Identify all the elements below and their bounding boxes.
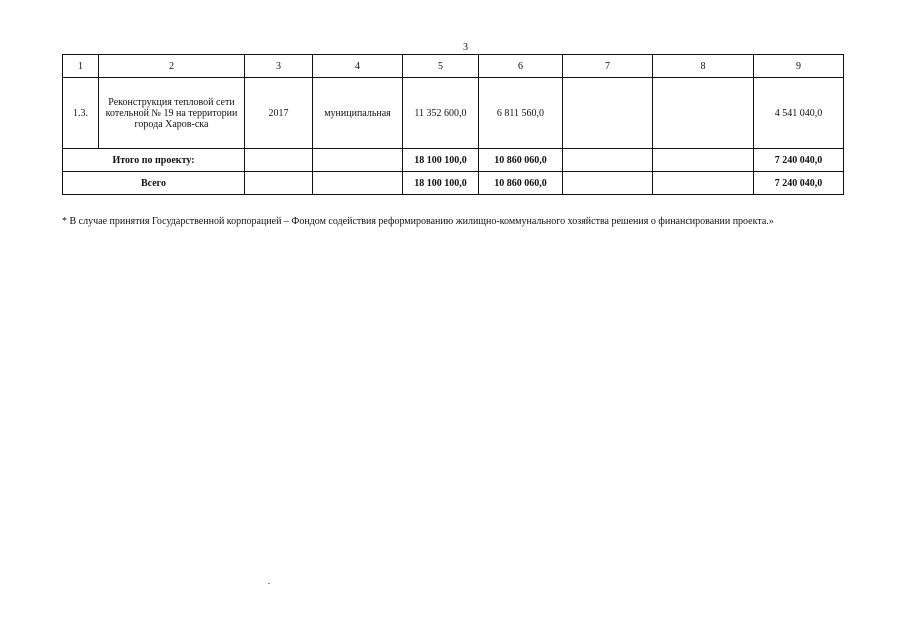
ownership-cell: муниципальная [313, 78, 403, 149]
column-number-5: 5 [403, 55, 479, 78]
column-number-6: 6 [479, 55, 563, 78]
table-row [63, 78, 844, 149]
grand-total-col9: 7 240 040,0 [754, 172, 844, 195]
grand-total-col8 [653, 172, 754, 195]
project-total-col4 [313, 149, 403, 172]
grand-total-col7 [563, 172, 653, 195]
row-number-cell: 1.3. [63, 78, 99, 149]
scan-speck [268, 583, 270, 584]
column-number-row [63, 55, 844, 78]
grand-total-label: Всего [63, 172, 245, 195]
budget-table [62, 54, 844, 195]
amount-col6-cell: 6 811 560,0 [479, 78, 563, 149]
column-number-7: 7 [563, 55, 653, 78]
amount-col9-cell: 4 541 040,0 [754, 78, 844, 149]
project-total-label: Итого по проекту: [63, 149, 245, 172]
column-number-2: 2 [99, 55, 245, 78]
project-total-col7 [563, 149, 653, 172]
project-total-col8 [653, 149, 754, 172]
object-name-cell: Реконструкция тепловой сети котельной № 19 на территории города Харов-ска [99, 78, 245, 149]
column-number-8: 8 [653, 55, 754, 78]
page-number: 3 [463, 42, 468, 53]
grand-total-col6: 10 860 060,0 [479, 172, 563, 195]
grand-total-col4 [313, 172, 403, 195]
grand-total-row [63, 172, 844, 195]
project-total-col6: 10 860 060,0 [479, 149, 563, 172]
footnote: * В случае принятия Государственной корпорацией – Фондом содействия реформированию жилищно-коммунального хозяйства решения о финансировании проекта.» [62, 216, 774, 227]
year-cell: 2017 [245, 78, 313, 149]
project-total-col3 [245, 149, 313, 172]
column-number-3: 3 [245, 55, 313, 78]
grand-total-col3 [245, 172, 313, 195]
column-number-1: 1 [63, 55, 99, 78]
amount-col5-cell: 11 352 600,0 [403, 78, 479, 149]
project-total-col9: 7 240 040,0 [754, 149, 844, 172]
amount-col7-cell [563, 78, 653, 149]
grand-total-col5: 18 100 100,0 [403, 172, 479, 195]
column-number-9: 9 [754, 55, 844, 78]
project-total-col5: 18 100 100,0 [403, 149, 479, 172]
column-number-4: 4 [313, 55, 403, 78]
project-total-row [63, 149, 844, 172]
amount-col8-cell [653, 78, 754, 149]
